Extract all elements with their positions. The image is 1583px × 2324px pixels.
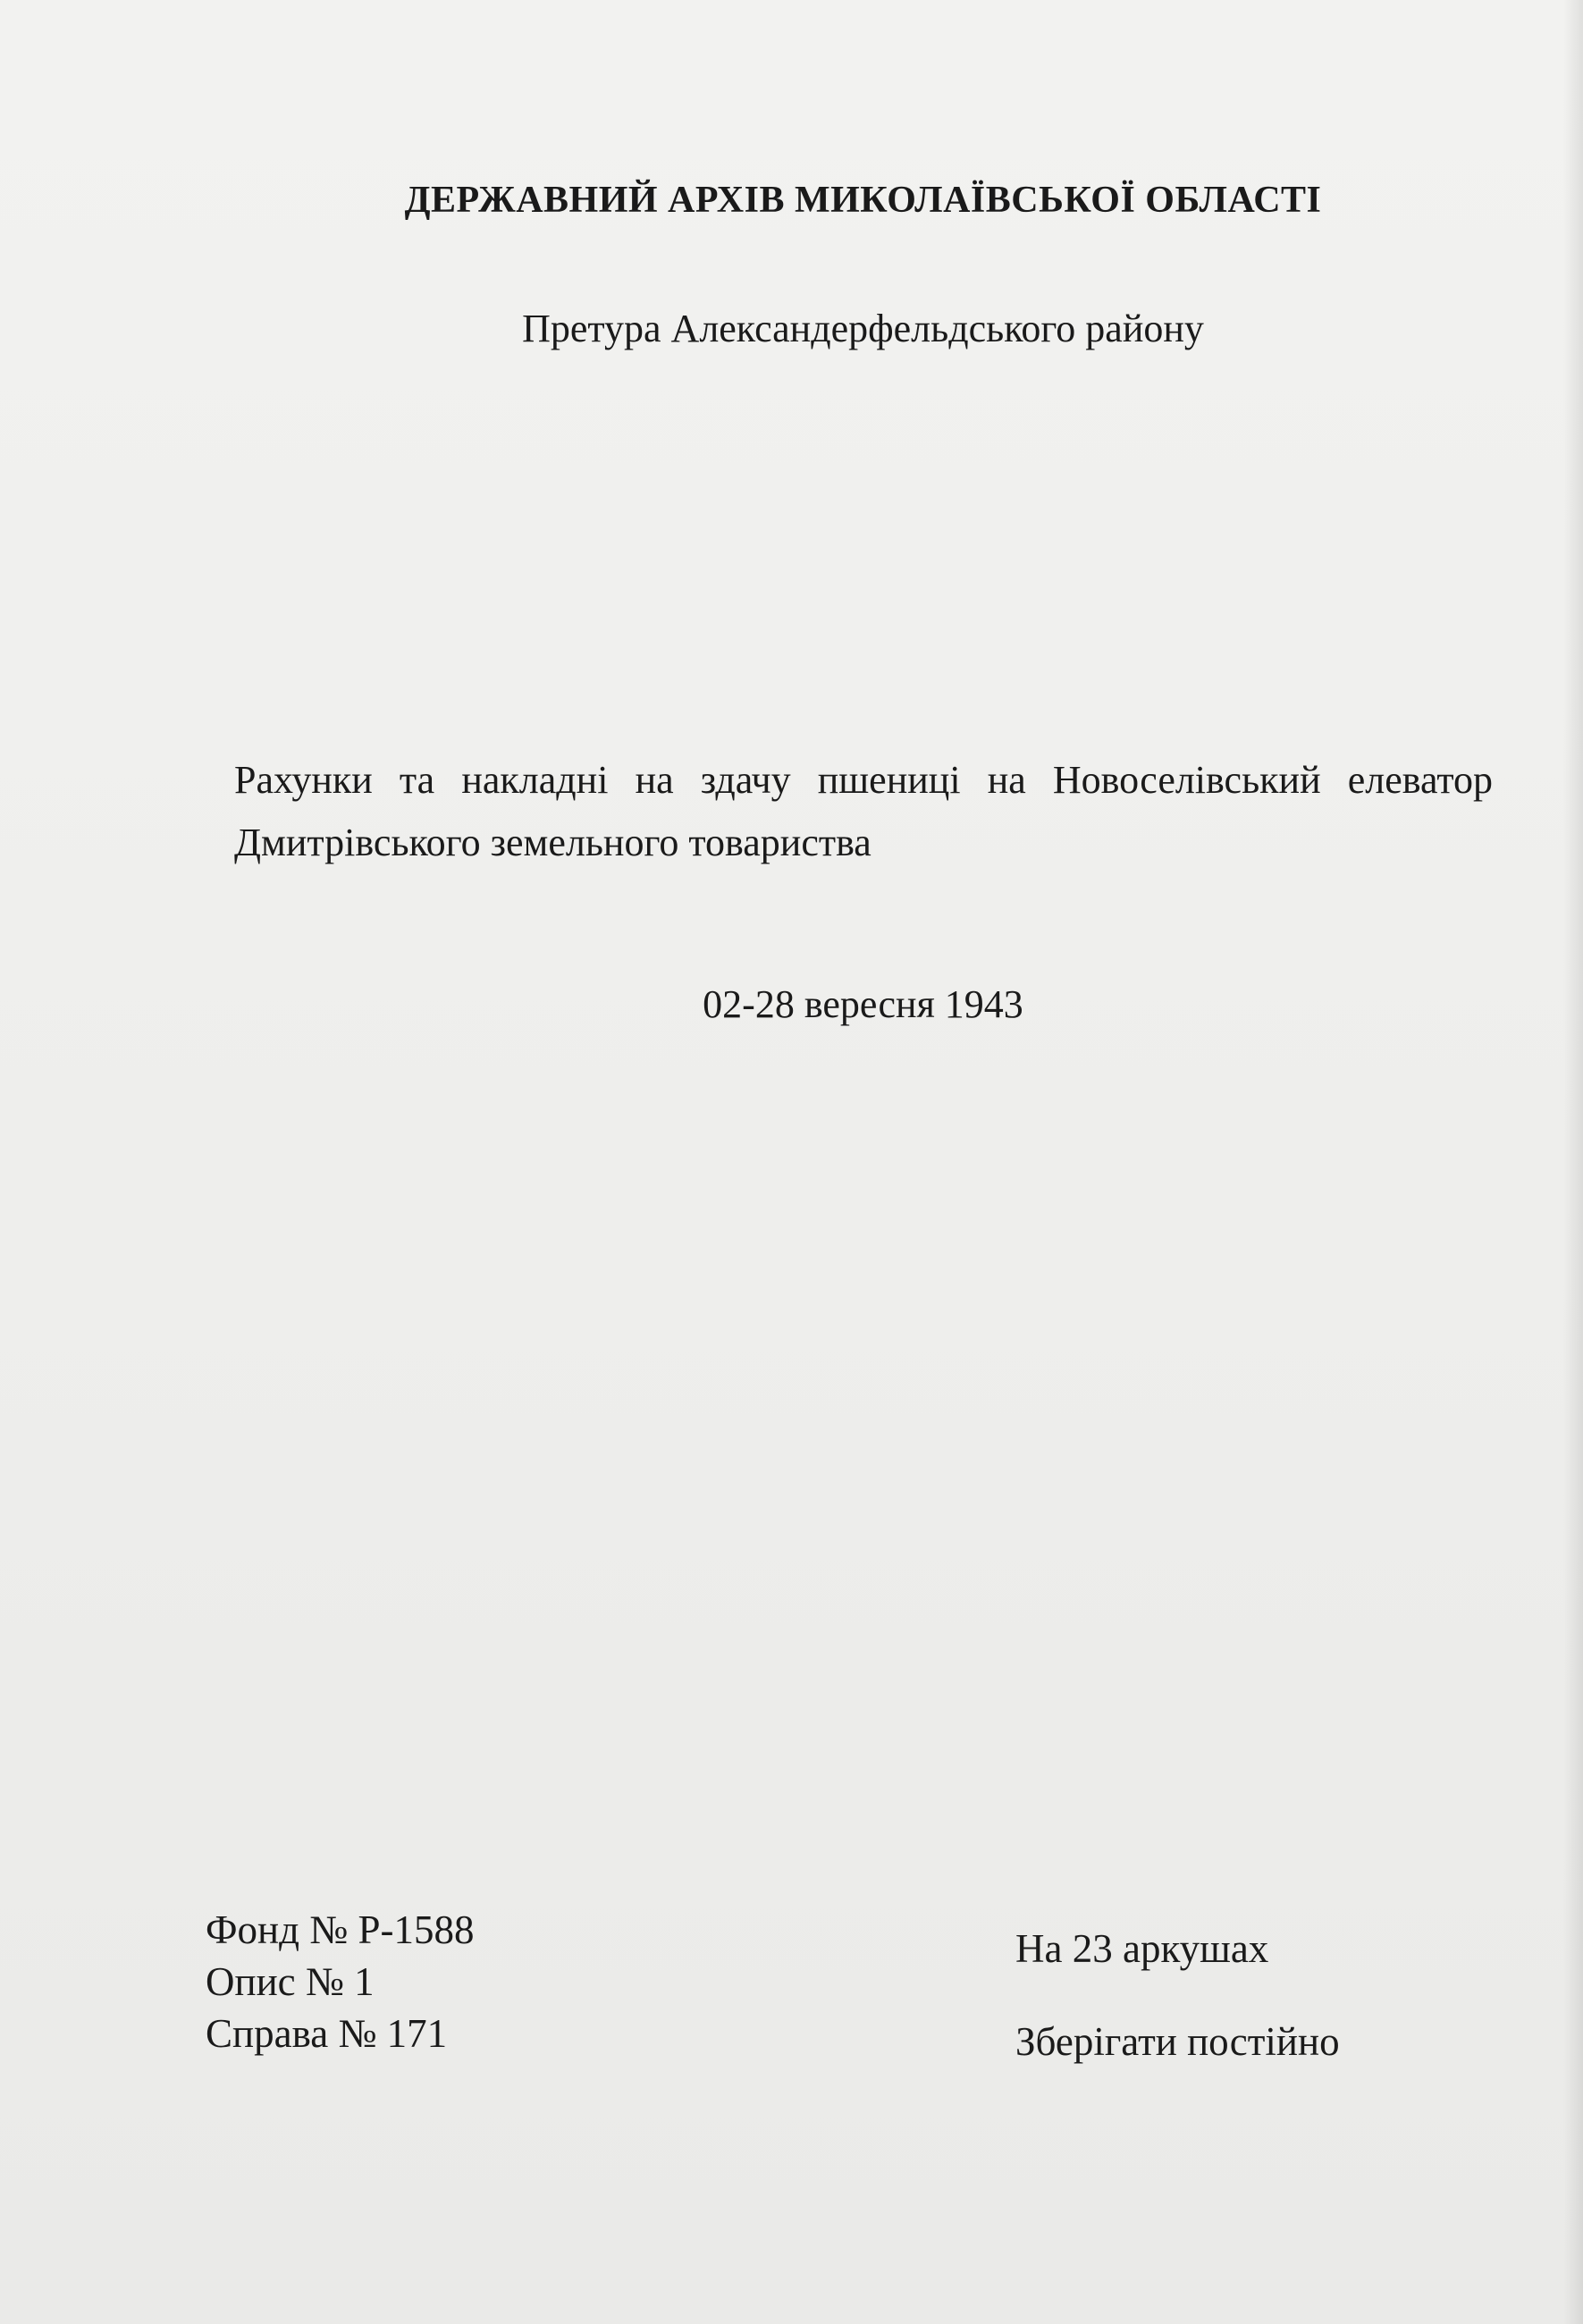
institution-name: Претура Александерфельдського району (522, 307, 1204, 350)
sheet-count: На 23 аркушах (1015, 1926, 1269, 1971)
archive-name-heading: ДЕРЖАВНИЙ АРХІВ МИКОЛАЇВСЬКОЇ ОБЛАСТІ (404, 180, 1322, 221)
retention-note: Зберігати постійно (1015, 2019, 1340, 2064)
case-date-range: 02-28 вересня 1943 (703, 982, 1023, 1026)
fund-number: Фонд № Р-1588 (206, 1907, 475, 1952)
archival-reference-block (206, 1904, 474, 2059)
inventory-number: Опис № 1 (206, 1959, 375, 2004)
file-number: Справа № 171 (206, 2011, 448, 2056)
storage-block (1015, 1925, 1340, 2065)
case-title: Рахунки та накладні на здачу пшениці на Новоселівський елеватор Дмитрівського земельного товариства (234, 758, 1493, 864)
